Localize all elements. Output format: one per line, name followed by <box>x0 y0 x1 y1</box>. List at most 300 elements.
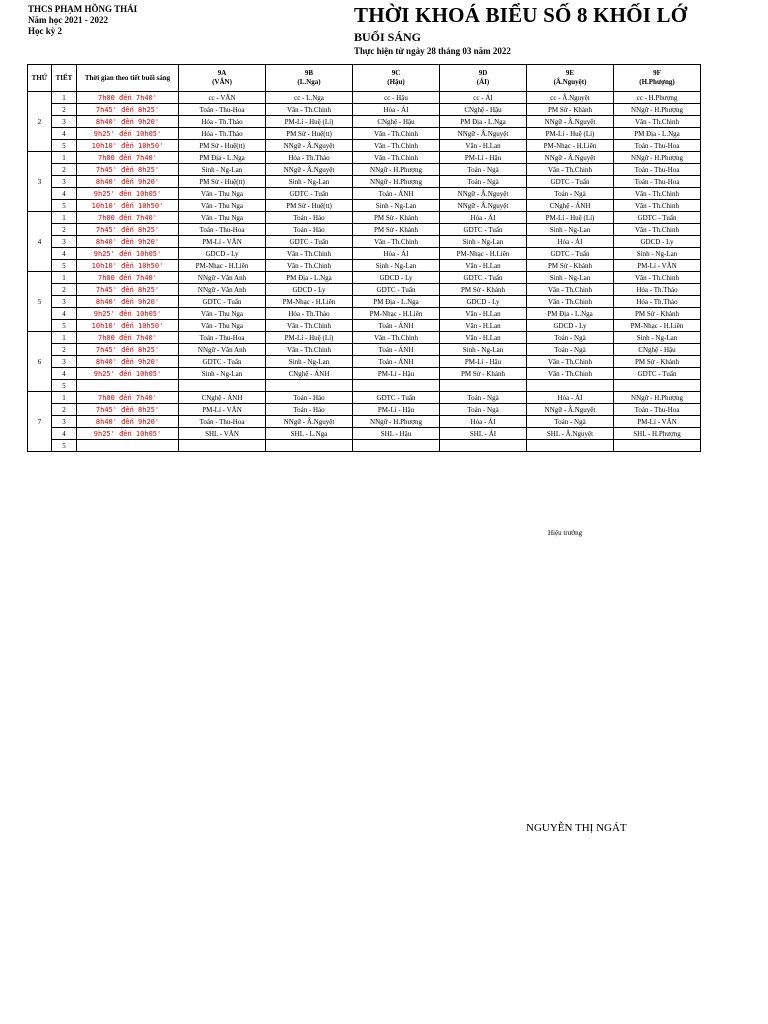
subject-cell: Hóa - ÁI <box>353 248 440 260</box>
table-row <box>28 344 701 356</box>
subject-cell: Văn - Th.Chinh <box>614 116 701 128</box>
table-row <box>28 404 701 416</box>
subject-cell: PM-Lí - Huệ (Lí) <box>266 332 353 344</box>
subject-cell: PM-Nhạc - H.Liên <box>527 140 614 152</box>
time-cell: 8h40' đến 9h20' <box>77 116 179 128</box>
timetable-body <box>28 92 701 452</box>
subject-cell <box>266 380 353 392</box>
subject-cell: Toán - Thu-Hoa <box>614 164 701 176</box>
subject-cell: GDTC - Tuấn <box>266 188 353 200</box>
subject-cell: Sinh - Ng-Lan <box>614 248 701 260</box>
subject-cell: PM Địa - L.Nga <box>440 116 527 128</box>
subject-cell: Sinh - Ng-Lan <box>614 332 701 344</box>
time-cell: 7h00 đến 7h40' <box>77 272 179 284</box>
subject-cell: Văn - Th.Chinh <box>527 356 614 368</box>
table-row <box>28 296 701 308</box>
period-cell: 4 <box>52 308 77 320</box>
subject-cell: Văn - Th.Chinh <box>527 284 614 296</box>
subject-cell: GDTC - Tuấn <box>440 272 527 284</box>
period-cell: 5 <box>52 320 77 332</box>
subject-cell: PM-Nhạc - H.Liên <box>614 320 701 332</box>
subject-cell: PM Địa - L.Nga <box>614 128 701 140</box>
table-row <box>28 368 701 380</box>
subject-cell: PM Sử - Khánh <box>440 284 527 296</box>
subject-cell: GDTC - Tuấn <box>179 356 266 368</box>
time-cell: 7h45' đến 8h25' <box>77 344 179 356</box>
subject-cell: GDTC - Tuấn <box>527 176 614 188</box>
subject-cell: PM Sử - Huệ(tt) <box>266 200 353 212</box>
col-header-day: THỨ <box>28 65 52 92</box>
subject-cell: Sinh - Ng-Lan <box>179 164 266 176</box>
subject-cell: GDCD - Ly <box>179 248 266 260</box>
class-name: 9B <box>304 69 314 77</box>
time-cell: 7h00 đến 7h40' <box>77 152 179 164</box>
period-cell: 2 <box>52 224 77 236</box>
table-row <box>28 260 701 272</box>
table-row <box>28 428 701 440</box>
col-header-class <box>614 65 701 92</box>
subject-cell: Toán - Thu-Hoa <box>179 332 266 344</box>
period-cell: 4 <box>52 188 77 200</box>
subject-cell: GDTC - Tuấn <box>527 248 614 260</box>
subject-cell: PM Sử - Khánh <box>614 356 701 368</box>
subject-cell: Hóa - ÁI <box>440 212 527 224</box>
subject-cell: Toán - Thu-Hoa <box>179 416 266 428</box>
subject-cell: Toán - Ngà <box>440 164 527 176</box>
subject-cell: GDTC - Tuấn <box>614 368 701 380</box>
day-cell: 4 <box>28 212 52 272</box>
subject-cell: Văn - H.Lan <box>440 260 527 272</box>
subject-cell: Văn - Th.Chinh <box>266 248 353 260</box>
subject-cell: cc - Â.Nguyệt <box>527 92 614 104</box>
subject-cell: GDTC - Tuấn <box>179 296 266 308</box>
period-cell: 1 <box>52 212 77 224</box>
period-cell: 5 <box>52 260 77 272</box>
period-cell: 5 <box>52 380 77 392</box>
time-cell: 9h25' đến 10h05' <box>77 128 179 140</box>
subject-cell: SHL - Hậu <box>353 428 440 440</box>
time-cell: 8h40' đến 9h20' <box>77 416 179 428</box>
class-teacher: (VĂN) <box>212 78 232 86</box>
timetable <box>27 64 701 452</box>
time-cell: 9h25' đến 10h05' <box>77 428 179 440</box>
subject-cell: NNgữ - H.Phượng <box>614 104 701 116</box>
subject-cell: Toán - Hảo <box>266 392 353 404</box>
period-cell: 2 <box>52 284 77 296</box>
col-header-time: Thời gian theo tiết buổi sáng <box>77 65 179 92</box>
period-cell: 3 <box>52 116 77 128</box>
subject-cell: NNgữ - H.Phượng <box>614 152 701 164</box>
subject-cell <box>266 440 353 452</box>
subject-cell: cc - H.Phượng <box>614 92 701 104</box>
subject-cell: Văn - H.Lan <box>440 308 527 320</box>
table-row <box>28 104 701 116</box>
subject-cell: Toán - Hảo <box>266 404 353 416</box>
subject-cell: Hóa - ÁI <box>527 236 614 248</box>
subject-cell: GDCD - Ly <box>440 296 527 308</box>
subject-cell: Hóa - ÁI <box>527 392 614 404</box>
time-cell: 7h45' đến 8h25' <box>77 164 179 176</box>
time-cell: 9h25' đến 10h05' <box>77 188 179 200</box>
subject-cell: Sinh - Ng-Lan <box>179 368 266 380</box>
subject-cell: PM Sử - Khánh <box>527 260 614 272</box>
time-cell: 8h40' đến 9h20' <box>77 236 179 248</box>
subject-cell: GDCD - Ly <box>266 284 353 296</box>
subject-cell: PM-Nhạc - H.Liên <box>353 308 440 320</box>
subject-cell: PM Sử - Huệ(tt) <box>179 140 266 152</box>
class-teacher: (L.Nga) <box>297 78 321 86</box>
table-row <box>28 176 701 188</box>
table-row <box>28 188 701 200</box>
subject-cell: Hóa - Th.Thảo <box>614 296 701 308</box>
period-cell: 2 <box>52 164 77 176</box>
time-cell: 8h40' đến 9h20' <box>77 356 179 368</box>
subject-cell: NNgữ - Â.Nguyệt <box>440 188 527 200</box>
subject-cell: Sinh - Ng-Lan <box>440 236 527 248</box>
subject-cell: NNgữ - H.Phượng <box>353 176 440 188</box>
signer-name: NGUYỄN THỊ NGÁT <box>526 822 627 834</box>
subject-cell: CNghệ - Hậu <box>353 116 440 128</box>
subject-cell: Hóa - ÁI <box>440 416 527 428</box>
subject-cell <box>614 440 701 452</box>
time-cell: 10h10' đến 10h50' <box>77 200 179 212</box>
subject-cell: SHL - VĂN <box>179 428 266 440</box>
subject-cell: CNghệ - Hậu <box>614 344 701 356</box>
subject-cell: PM-Lí - Hậu <box>440 356 527 368</box>
table-row <box>28 320 701 332</box>
subject-cell: PM-Lí - VĂN <box>179 404 266 416</box>
subject-cell: PM-Nhạc - H.Liên <box>440 248 527 260</box>
session-label: BUỔI SÁNG <box>354 30 422 44</box>
day-cell: 3 <box>28 152 52 212</box>
subject-cell: CNghệ - ÁNH <box>266 368 353 380</box>
subject-cell: Toán - Ngà <box>527 416 614 428</box>
table-row <box>28 236 701 248</box>
subject-cell: Văn - Th.Chinh <box>266 344 353 356</box>
period-cell: 1 <box>52 152 77 164</box>
day-cell: 5 <box>28 272 52 332</box>
subject-cell: PM-Lí - Huệ (Lí) <box>527 128 614 140</box>
col-header-period: TIẾT <box>52 65 77 92</box>
subject-cell: Văn - Th.Chinh <box>527 368 614 380</box>
subject-cell: SHL - Â.Nguyệt <box>527 428 614 440</box>
time-cell: 7h45' đến 8h25' <box>77 104 179 116</box>
subject-cell: Văn - Th.Chinh <box>614 188 701 200</box>
subject-cell: PM-Lí - VĂN <box>179 236 266 248</box>
class-name: 9C <box>391 69 401 77</box>
subject-cell: Hóa - ÁI <box>353 104 440 116</box>
subject-cell: Toán - ÁNH <box>353 344 440 356</box>
subject-cell: cc - VĂN <box>179 92 266 104</box>
subject-cell: PM Sử - Khánh <box>440 368 527 380</box>
subject-cell: Văn - Th.Chinh <box>353 128 440 140</box>
table-row <box>28 380 701 392</box>
subject-cell: Văn - Th.Chinh <box>614 272 701 284</box>
subject-cell: Toán - ÁNH <box>353 356 440 368</box>
table-row <box>28 284 701 296</box>
class-teacher: (Hậu) <box>387 78 405 86</box>
subject-cell: PM-Lí - Huệ (Lí) <box>266 116 353 128</box>
table-row <box>28 356 701 368</box>
subject-cell <box>179 440 266 452</box>
table-row <box>28 392 701 404</box>
subject-cell: Sinh - Ng-Lan <box>527 272 614 284</box>
period-cell: 1 <box>52 92 77 104</box>
time-cell: 7h00 đến 7h40' <box>77 392 179 404</box>
table-row <box>28 140 701 152</box>
subject-cell: Văn - Thu Nga <box>179 188 266 200</box>
subject-cell: PM Địa - L.Nga <box>527 308 614 320</box>
subject-cell: Sinh - Ng-Lan <box>353 260 440 272</box>
period-cell: 5 <box>52 200 77 212</box>
subject-cell: PM-Lí - Huệ (Lí) <box>527 212 614 224</box>
subject-cell: Văn - Thu Nga <box>179 308 266 320</box>
subject-cell: Hóa - Th.Thảo <box>266 308 353 320</box>
col-header-class <box>527 65 614 92</box>
subject-cell: GDTC - Tuấn <box>353 392 440 404</box>
period-cell: 5 <box>52 440 77 452</box>
table-row <box>28 308 701 320</box>
subject-cell: Văn - H.Lan <box>440 332 527 344</box>
time-cell <box>77 380 179 392</box>
subject-cell: Toán - Ngà <box>440 392 527 404</box>
subject-cell: NNgữ - H.Phượng <box>353 164 440 176</box>
subject-cell: cc - Hậu <box>353 92 440 104</box>
table-row <box>28 224 701 236</box>
time-cell: 10h10' đến 10h50' <box>77 320 179 332</box>
subject-cell: Toán - ÁNH <box>353 320 440 332</box>
subject-cell: GDTC - Tuấn <box>614 212 701 224</box>
subject-cell: PM-Lí - Hậu <box>440 152 527 164</box>
subject-cell: NNgữ - Â.Nguyệt <box>527 152 614 164</box>
class-name: 9F <box>653 69 661 77</box>
subject-cell: Toán - Hảo <box>266 212 353 224</box>
subject-cell: NNgữ - Â.Nguyệt <box>527 404 614 416</box>
effective-date: Thực hiện từ ngày 28 tháng 03 năm 2022 <box>354 46 511 56</box>
col-header-class <box>266 65 353 92</box>
table-row <box>28 128 701 140</box>
subject-cell: Toán - Thu-Hoa <box>179 224 266 236</box>
subject-cell: NNgữ - Â.Nguyệt <box>266 164 353 176</box>
period-cell: 3 <box>52 176 77 188</box>
subject-cell: NNgữ - Â.Nguyệt <box>440 200 527 212</box>
subject-cell: Văn - Th.Chinh <box>266 104 353 116</box>
time-cell: 10h10' đến 10h50' <box>77 260 179 272</box>
subject-cell <box>353 440 440 452</box>
period-cell: 1 <box>52 392 77 404</box>
subject-cell: NNgữ - Â.Nguyệt <box>266 416 353 428</box>
class-teacher: (H.Phượng) <box>639 78 675 86</box>
time-cell: 7h00 đến 7h40' <box>77 212 179 224</box>
col-header-class <box>440 65 527 92</box>
day-cell: 2 <box>28 92 52 152</box>
subject-cell: Văn - Th.Chinh <box>353 140 440 152</box>
subject-cell: PM Sử - Khánh <box>614 308 701 320</box>
subject-cell: NNgữ - H.Phượng <box>353 416 440 428</box>
subject-cell: NNgữ - Â.Nguyệt <box>527 116 614 128</box>
subject-cell: Văn - Th.Chinh <box>266 260 353 272</box>
period-cell: 1 <box>52 332 77 344</box>
subject-cell <box>527 380 614 392</box>
subject-cell: Hóa - Th.Thảo <box>179 128 266 140</box>
subject-cell: Sinh - Ng-Lan <box>440 344 527 356</box>
subject-cell <box>440 380 527 392</box>
subject-cell: cc - ÁI <box>440 92 527 104</box>
subject-cell: Văn - Th.Chinh <box>527 296 614 308</box>
subject-cell: Sinh - Ng-Lan <box>353 200 440 212</box>
subject-cell: GDCD - Ly <box>353 272 440 284</box>
subject-cell: Văn - Th.Chinh <box>353 236 440 248</box>
class-name: 9E <box>565 69 575 77</box>
table-row <box>28 440 701 452</box>
subject-cell: GDTC - Tuấn <box>266 236 353 248</box>
time-cell: 7h45' đến 8h25' <box>77 284 179 296</box>
time-cell: 7h45' đến 8h25' <box>77 224 179 236</box>
subject-cell: Sinh - Ng-Lan <box>266 356 353 368</box>
period-cell: 4 <box>52 368 77 380</box>
subject-cell: Toán - Thu-Hoa <box>179 104 266 116</box>
subject-cell: PM Địa - L.Nga <box>179 152 266 164</box>
period-cell: 3 <box>52 236 77 248</box>
subject-cell: Toán - Ngà <box>440 404 527 416</box>
subject-cell: PM-Lí - Hậu <box>353 368 440 380</box>
period-cell: 1 <box>52 272 77 284</box>
subject-cell <box>440 440 527 452</box>
subject-cell: PM Sử - Khánh <box>353 224 440 236</box>
subject-cell: Toán - Hảo <box>266 224 353 236</box>
subject-cell: Văn - H.Lan <box>440 320 527 332</box>
subject-cell: NNgữ - Vân Anh <box>179 272 266 284</box>
subject-cell: Toán - Ngà <box>527 332 614 344</box>
period-cell: 4 <box>52 128 77 140</box>
header-row <box>28 65 701 92</box>
table-row <box>28 248 701 260</box>
period-cell: 2 <box>52 404 77 416</box>
subject-cell: PM-Nhạc - H.Liên <box>179 260 266 272</box>
period-cell: 4 <box>52 248 77 260</box>
time-cell: 7h00 đến 7h40' <box>77 92 179 104</box>
subject-cell: Toán - Thu-Hoa <box>614 140 701 152</box>
table-row <box>28 152 701 164</box>
table-row <box>28 116 701 128</box>
subject-cell: Toán - Thu-Hoa <box>614 404 701 416</box>
subject-cell: Toán - Thu-Hoa <box>614 176 701 188</box>
subject-cell: NNgữ - Vân Anh <box>179 344 266 356</box>
subject-cell: Văn - Th.Chinh <box>614 224 701 236</box>
subject-cell: Văn - Thu Nga <box>179 320 266 332</box>
subject-cell: Toán - ÁNH <box>353 188 440 200</box>
time-cell: 8h40' đến 9h20' <box>77 296 179 308</box>
table-row <box>28 416 701 428</box>
principal-label: Hiệu trưởng <box>548 529 583 537</box>
subject-cell: Văn - Th.Chinh <box>614 200 701 212</box>
subject-cell: cc - L.Nga <box>266 92 353 104</box>
subject-cell: Văn - Th.Chinh <box>266 320 353 332</box>
subject-cell: Hóa - Th.Thảo <box>266 152 353 164</box>
subject-cell: GDCD - Ly <box>527 320 614 332</box>
subject-cell: Văn - Th.Chinh <box>353 152 440 164</box>
time-cell: 7h00 đến 7h40' <box>77 332 179 344</box>
subject-cell: NNgữ - Â.Nguyệt <box>266 140 353 152</box>
subject-cell: GDTC - Tuấn <box>440 224 527 236</box>
subject-cell: NNgữ - Vân Anh <box>179 284 266 296</box>
subject-cell: SHL - H.Phượng <box>614 428 701 440</box>
period-cell: 2 <box>52 104 77 116</box>
subject-cell: NNgữ - H.Phượng <box>614 392 701 404</box>
page-title: THỜI KHOÁ BIỂU SỐ 8 KHỐI LỚ <box>354 3 688 27</box>
school-year: Năm học 2021 - 2022 <box>28 15 108 25</box>
day-cell: 7 <box>28 392 52 452</box>
time-cell: 7h45' đến 8h25' <box>77 404 179 416</box>
day-cell: 6 <box>28 332 52 392</box>
subject-cell <box>527 440 614 452</box>
table-row <box>28 164 701 176</box>
school-name: THCS PHẠM HỒNG THÁI <box>28 4 138 14</box>
table-row <box>28 200 701 212</box>
period-cell: 4 <box>52 428 77 440</box>
subject-cell: Văn - Thu Nga <box>179 200 266 212</box>
subject-cell: Văn - Th.Chinh <box>353 332 440 344</box>
table-row <box>28 212 701 224</box>
subject-cell: PM Địa - L.Nga <box>353 296 440 308</box>
period-cell: 3 <box>52 356 77 368</box>
period-cell: 3 <box>52 296 77 308</box>
table-row <box>28 92 701 104</box>
document-header <box>28 4 137 37</box>
subject-cell: PM Sử - Huệ(tt) <box>266 128 353 140</box>
period-cell: 2 <box>52 344 77 356</box>
class-teacher: (Â.Nguyệt) <box>553 78 587 86</box>
subject-cell: PM Địa - L.Nga <box>266 272 353 284</box>
subject-cell: GDCD - Ly <box>614 236 701 248</box>
subject-cell: Toán - Ngà <box>527 188 614 200</box>
subject-cell <box>353 380 440 392</box>
subject-cell: Văn - Th.Chinh <box>527 164 614 176</box>
subject-cell: NNgữ - Â.Nguyệt <box>440 128 527 140</box>
time-cell: 9h25' đến 10h05' <box>77 308 179 320</box>
subject-cell: CNghệ - ÁNH <box>179 392 266 404</box>
time-cell: 9h25' đến 10h05' <box>77 248 179 260</box>
time-cell: 10h10' đến 10h50' <box>77 140 179 152</box>
table-row <box>28 272 701 284</box>
col-header-class <box>179 65 266 92</box>
subject-cell: Sinh - Ng-Lan <box>527 224 614 236</box>
semester: Học kỳ 2 <box>28 26 63 36</box>
subject-cell: Sinh - Ng-Lan <box>266 176 353 188</box>
time-cell: 9h25' đến 10h05' <box>77 368 179 380</box>
subject-cell: PM-Nhạc - H.Liên <box>266 296 353 308</box>
subject-cell: Toán - Ngà <box>527 344 614 356</box>
subject-cell: GDTC - Tuấn <box>353 284 440 296</box>
class-name: 9D <box>478 69 488 77</box>
subject-cell: Văn - H.Lan <box>440 140 527 152</box>
subject-cell: PM Sử - Khánh <box>353 212 440 224</box>
subject-cell: Hóa - Th.Thảo <box>614 284 701 296</box>
subject-cell: CNghệ - Hậu <box>440 104 527 116</box>
subject-cell: SHL - ÁI <box>440 428 527 440</box>
subject-cell <box>614 380 701 392</box>
subject-cell: CNghệ - ÁNH <box>527 200 614 212</box>
subject-cell: Hóa - Th.Thảo <box>179 116 266 128</box>
period-cell: 3 <box>52 416 77 428</box>
subject-cell: PM-Lí - VĂN <box>614 260 701 272</box>
subject-cell: Toán - Ngà <box>440 176 527 188</box>
class-teacher: (ÁI) <box>476 78 490 86</box>
period-cell: 5 <box>52 140 77 152</box>
subject-cell: PM-Lí - Hậu <box>353 404 440 416</box>
col-header-class <box>353 65 440 92</box>
subject-cell: SHL - L.Nga <box>266 428 353 440</box>
